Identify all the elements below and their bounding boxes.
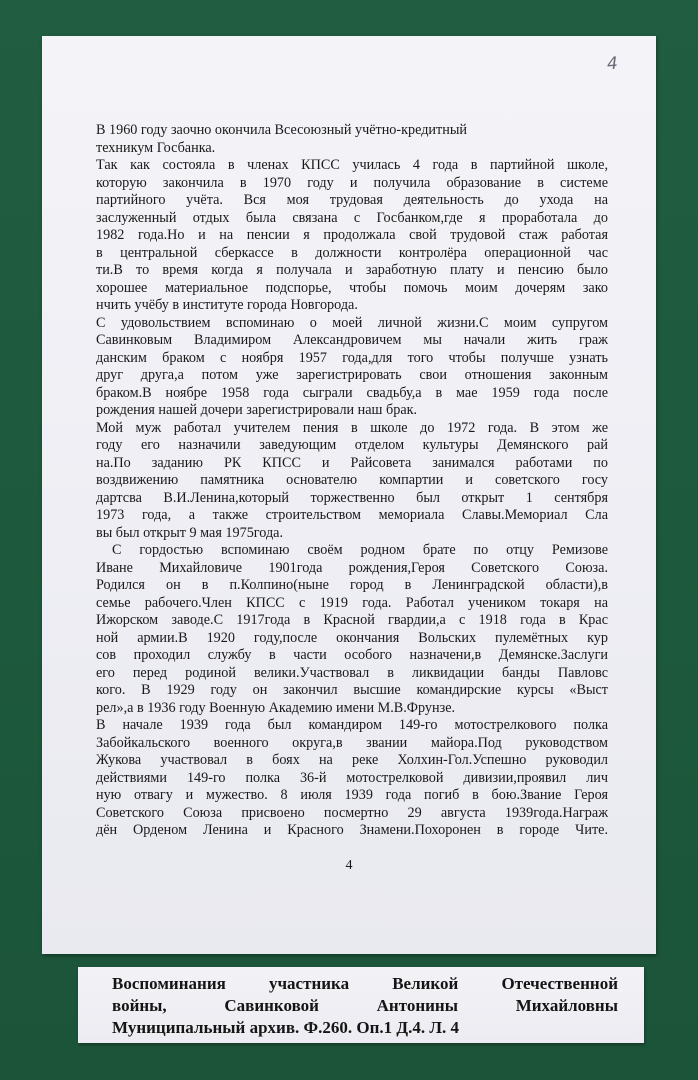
text-line: ти.В то время когда я получала и заработную плату и пенсию было <box>96 262 608 278</box>
text-line: Жукова участвовал в боях на реке Холхин-Гол.Успешно руководил <box>96 752 608 768</box>
printed-page-number: 4 <box>345 858 353 873</box>
text-line: дартсва В.И.Ленина,который торжественно был открыт 1 сентября <box>96 489 608 506</box>
text-line: нчить учёбу в институте города Новгорода. <box>96 297 358 313</box>
text-line: Советского Союза присвоено посмертно 29 августа 1939года.Награж <box>96 804 608 821</box>
text-line: Родился он в п.Колпино(ныне город в Ленинградской области),в <box>96 577 608 593</box>
text-line: рождения нашей дочери зарегистрировали наш брак. <box>96 402 418 418</box>
text-line: данским браком с ноября 1957 года,для того чтобы получше узнать <box>96 349 608 366</box>
text-line: в центральной сберкассе в должности контролёра операционной час <box>96 244 608 261</box>
text-line: С гордостью вспоминаю своём родном брате по отцу Ремизове <box>112 542 608 558</box>
text-line: дён Орденом Ленина и Красного Знамени.Похоронен в городе Чите. <box>96 822 608 838</box>
caption-text <box>112 973 618 1039</box>
text-line: семье рабочего.Член КПСС с 1919 года. Работал учеником токаря на <box>96 594 608 611</box>
text-line: вы был открыт 9 мая 1975года. <box>96 524 284 541</box>
text-line: году его назначили заведующим отделом культуры Демянского рай <box>96 437 608 453</box>
text-line: которую закончила в 1970 году и получила образование в системе <box>96 174 608 191</box>
text-line: заслуженный отдых была связана с Госбанком,где я проработала до <box>96 209 608 226</box>
text-line: воздвижению памятника основателю компартии и советского госу <box>96 472 608 488</box>
text-line: ную отвагу и мужество. 8 июля 1939 года погиб в бою.Звание Героя <box>96 787 608 803</box>
handwritten-page-number: 4 <box>606 53 619 75</box>
text-line: 1982 года.Но и на пенсии я продолжала свой трудовой стаж работая <box>96 227 608 243</box>
memoir-body-text <box>96 122 608 840</box>
text-line: действиями 149-го полка 36-й мотострелковой дивизии,проявил лич <box>96 769 608 786</box>
caption-line-archive-ref: Муниципальный архив. Ф.260. Оп.1 Д.4. Л. 4 <box>112 1018 459 1037</box>
text-line: Мой муж работал учителем пения в школе до 1972 года. В этом же <box>96 419 608 436</box>
text-line: Забойкальского военного округа,в звании майора.Под руководством <box>96 734 608 751</box>
caption-line-author: войны, Савинковой Антонины Михайловны <box>112 996 618 1015</box>
text-line: В начале 1939 года был командиром 149-го мотострелкового полка <box>96 717 608 733</box>
text-line: Иване Михайловиче 1901года рождения,Героя Советского Союза. <box>96 559 608 576</box>
document-page <box>42 36 656 954</box>
text-line: Ижорском заводе.С 1917года в Красной гвардии,а с 1918 года в Крас <box>96 612 608 628</box>
text-line: партийного учёта. Вся моя трудовая деятельность до ухода на <box>96 192 608 208</box>
text-line: хорошее материальное подспорье, чтобы помочь моим дочерям зако <box>96 279 608 296</box>
text-line: его перед родиной велики.Участвовал в ликвидации банды Павловс <box>96 664 608 681</box>
archive-caption-label <box>78 967 644 1043</box>
text-line: на.По заданию РК КПСС и Райсовета занимался работами по <box>96 454 608 471</box>
text-line: сов проходил службу в части особого назначени,в Демянске.Заслуги <box>96 647 608 663</box>
text-line: С удовольствием вспоминаю о моей личной жизни.С моим супругом <box>96 314 608 331</box>
text-line: кого. В 1929 году он закончил высшие командирские курсы «Выст <box>96 682 608 698</box>
text-line: Так как состояла в членах КПСС училась 4 года в партийной школе, <box>96 157 608 173</box>
text-line: 1973 года, а также строительством мемориала Славы.Мемориал Сла <box>96 507 608 523</box>
text-line: В 1960 году заочно окончила Всесоюзный учётно-кредитный <box>96 122 467 138</box>
text-line: друг друга,а потом уже зарегистрировать свои отношения законным <box>96 367 608 383</box>
text-line: рел»,а в 1936 году Военную Академию имени М.В.Фрунзе. <box>96 699 456 716</box>
text-line: браком.В ноябре 1958 года сыграли свадьбу,а в мае 1959 года после <box>96 384 608 401</box>
caption-line-title: Воспоминания участника Великой Отечественной <box>112 974 618 993</box>
text-line: ной армии.В 1920 году,после окончания Вольских пулемётных кур <box>96 629 608 646</box>
text-line: Савинковым Владимиром Александровичем мы начали жить граж <box>96 332 608 348</box>
text-line: техникум Госбанка. <box>96 139 216 156</box>
